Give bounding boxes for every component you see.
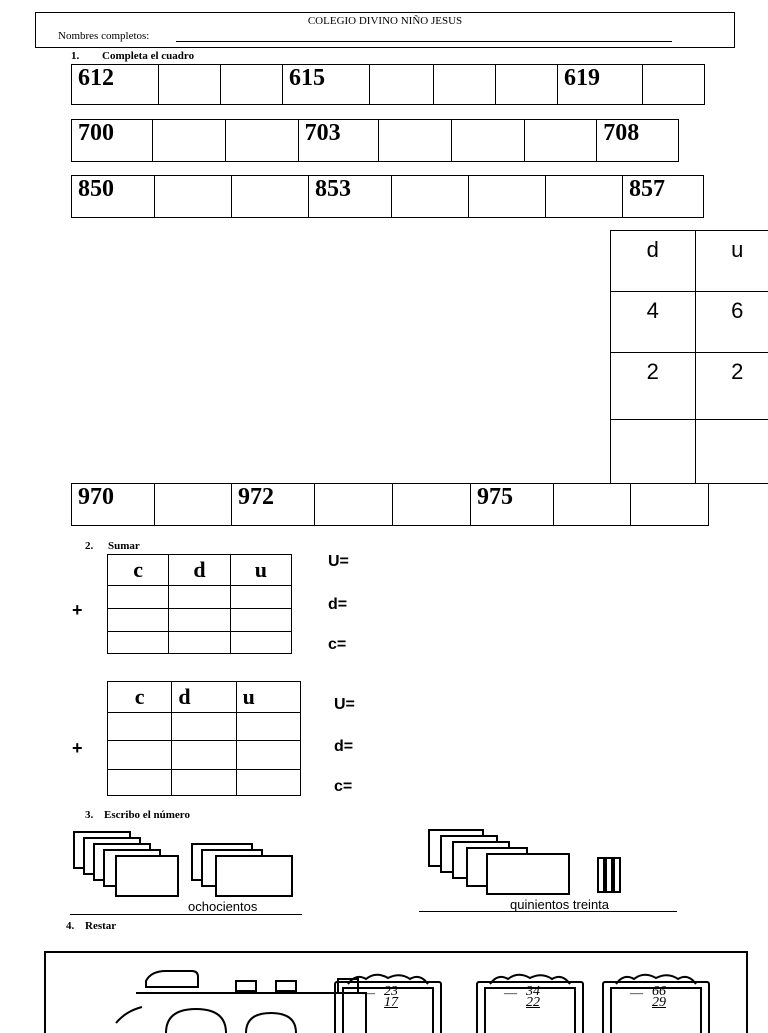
sum-cell[interactable] [230,608,291,631]
cell: 612 [72,65,159,105]
sum-cell[interactable] [108,631,169,653]
label-hundreds: c= [328,636,347,653]
sum-cell[interactable] [108,741,172,770]
q4-number: 4. [66,920,75,932]
sum-cell[interactable] [172,741,236,770]
cell: 975 [471,484,554,526]
q1-heading [71,50,194,62]
coal-icon [614,971,698,985]
train-frame [44,951,748,1033]
sum-cell[interactable] [172,770,236,796]
number-row-4 [71,483,709,526]
sum-cell[interactable] [230,586,291,608]
blank-cell[interactable] [152,120,225,162]
du-cell: 4 [611,292,696,353]
blank-cell[interactable] [155,176,232,218]
q4-title: Restar [85,920,117,932]
minus-sign: — [362,985,375,1000]
blank-cell[interactable] [525,120,597,162]
cell: 850 [72,176,155,218]
label-units: U= [334,696,355,713]
blank-cell[interactable] [452,120,525,162]
sum-table-2 [107,681,301,796]
header-d: d [172,682,236,713]
blank-cell[interactable] [232,176,309,218]
answer-line-1[interactable] [70,914,302,915]
header-d: d [169,555,230,586]
label-units: U= [328,553,349,570]
cell: 615 [283,65,370,105]
q3-title: Escribo el número [104,809,190,821]
name-label: Nombres completos: [58,30,150,42]
hundreds-blocks-800 [70,828,302,910]
sum-cell[interactable] [172,713,236,741]
minus-sign: — [504,985,517,1000]
minuend: 66 [652,984,666,999]
q4-heading [66,920,116,932]
cell: 970 [72,484,155,526]
subtrahend: 29 [652,995,666,1010]
blank-cell[interactable] [631,484,709,526]
blank-cell[interactable] [469,176,546,218]
header-c: c [108,555,169,586]
sum-cell[interactable] [236,770,300,796]
blank-cell[interactable] [159,65,221,105]
sum-cell[interactable] [169,631,230,653]
sum-cell[interactable] [169,586,230,608]
q1-title: Completa el cuadro [102,50,195,62]
subtrahend: 17 [384,995,398,1010]
number-row-2 [71,119,679,162]
plus-sign: + [72,600,83,620]
hundreds-tens-530 [425,826,675,906]
cell: 853 [309,176,392,218]
caption-quinientos-treinta: quinientos treinta [510,897,610,912]
blank-cell[interactable] [392,176,469,218]
blank-cell[interactable] [546,176,623,218]
number-row-1 [71,64,705,105]
cell: 708 [597,120,679,162]
subtrahend: 22 [526,995,540,1010]
sum-cell[interactable] [236,713,300,741]
q2-heading [85,540,140,552]
wagon-3 [602,981,710,1033]
header-box [35,12,735,48]
blank-cell[interactable] [643,65,705,105]
sum-table-1 [107,554,292,654]
q1-number: 1. [71,50,80,62]
plus-sign: + [72,738,83,758]
blank-cell[interactable] [315,484,393,526]
sum-cell[interactable] [108,713,172,741]
du-cell: 2 [611,353,696,419]
du-table [610,230,768,484]
sum-cell[interactable] [236,741,300,770]
caption-ochocientos: ochocientos [188,899,258,914]
wagon-1 [334,981,442,1033]
minuend: 34 [526,984,540,999]
wagon-2 [476,981,584,1033]
du-header-u: u [695,231,768,292]
sum-cell[interactable] [108,586,169,608]
label-hundreds: c= [334,778,353,795]
cell: 857 [623,176,704,218]
blank-cell[interactable] [496,65,558,105]
sum-cell[interactable] [230,631,291,653]
header-u: u [230,555,291,586]
du-blank-cell[interactable] [695,419,768,483]
cell: 700 [72,120,153,162]
school-name: COLEGIO DIVINO NIÑO JESUS [307,15,463,27]
q2-number: 2. [85,540,94,552]
du-header-d: d [611,231,696,292]
label-tens: d= [328,596,348,613]
sum-cell[interactable] [108,770,172,796]
coal-icon [346,971,430,985]
du-cell: 6 [695,292,768,353]
blank-cell[interactable] [370,65,434,105]
sum-cell[interactable] [169,608,230,631]
blank-cell[interactable] [221,65,283,105]
sum-cell[interactable] [108,608,169,631]
cell: 703 [298,120,379,162]
q3-number: 3. [85,809,94,821]
number-row-3 [71,175,704,218]
q3-heading [85,809,190,821]
cell: 972 [232,484,315,526]
minuend: 23 [384,984,398,999]
blank-cell[interactable] [155,484,232,526]
cell: 619 [558,65,643,105]
blank-cell[interactable] [225,120,298,162]
header-c: c [108,682,172,713]
blank-cell[interactable] [393,484,471,526]
q2-title: Sumar [108,540,140,552]
minus-sign: — [630,985,643,1000]
header-u: u [236,682,300,713]
label-tens: d= [334,738,354,755]
blank-cell[interactable] [379,120,452,162]
blank-cell[interactable] [554,484,631,526]
du-cell: 2 [695,353,768,419]
blank-cell[interactable] [434,65,496,105]
du-blank-cell[interactable] [611,419,696,483]
name-line[interactable] [176,41,672,42]
coal-icon [488,971,572,985]
